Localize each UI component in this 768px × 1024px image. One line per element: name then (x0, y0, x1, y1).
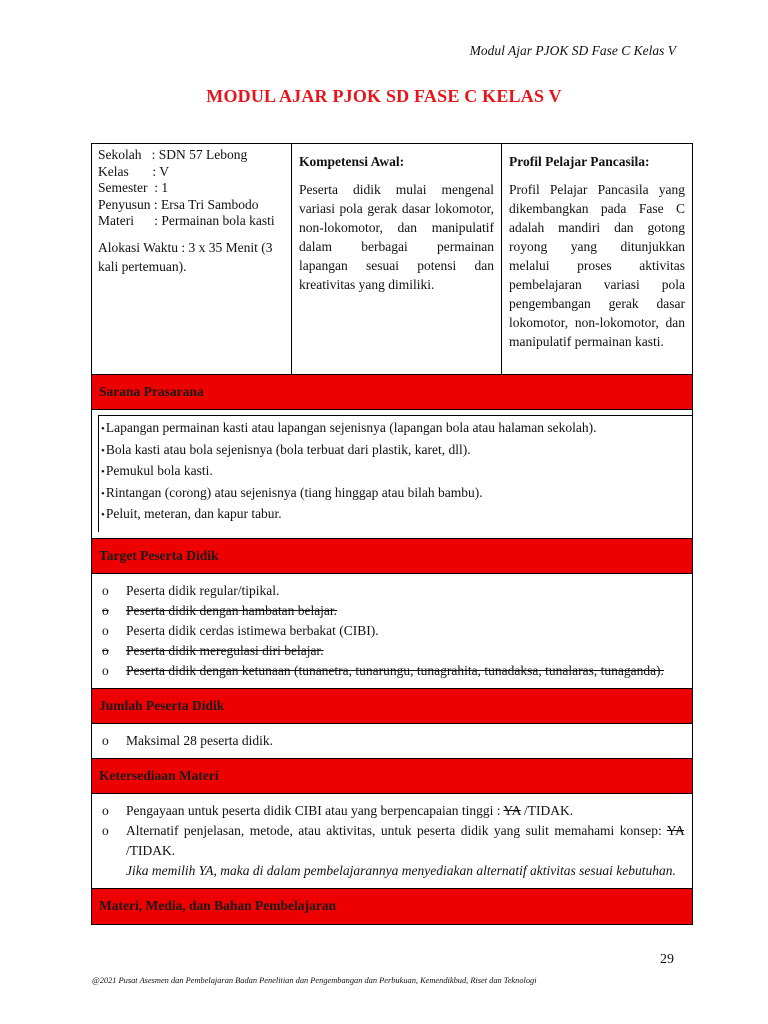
list-item: o Peserta didik regular/tipikal. (102, 581, 684, 601)
competence-cell (292, 144, 502, 374)
footer-copyright: @2021 Pusat Asesmen dan Pembelajaran Badan Penelitian dan Pengembangan dan Perbukuan, Kemendikbud, Riset dan Teknologi (92, 976, 537, 985)
list-item: • Lapangan permainan kasti atau lapangan sejenisnya (lapangan bola atau halaman sekolah). (101, 418, 688, 440)
profile-heading: Profil Pelajar Pancasila: (509, 154, 650, 169)
list-marker: o (102, 622, 109, 638)
list-item: o Peserta didik dengan ketunaan (tunanetra, tunarungu, tunagrahita, tunadaksa, tunalaras, tunaganda). (102, 661, 684, 681)
identity-row (92, 144, 692, 375)
list-marker: o (102, 732, 109, 748)
option-ya: YA (503, 802, 521, 818)
sarana-list (98, 415, 692, 532)
module-table (91, 143, 693, 925)
list-marker: o (102, 822, 109, 838)
option-ya: YA (666, 822, 684, 838)
ketersediaan-section (92, 794, 692, 889)
running-header: Modul Ajar PJOK SD Fase C Kelas V (469, 43, 676, 58)
target-section (92, 574, 692, 689)
list-item: • Rintangan (corong) atau sejenisnya (tiang hinggap atau bilah bambu). (101, 483, 688, 505)
sarana-heading: Sarana Prasarana (92, 375, 692, 410)
class-line: Kelas : V (98, 163, 169, 179)
identity-cell (92, 144, 292, 374)
list-marker: o (102, 582, 109, 598)
competence-heading: Kompetensi Awal: (299, 154, 405, 169)
competence-text: Peserta didik mulai mengenal variasi pola gerak dasar lokomotor, non-lokomotor, dan manipulatif dalam berbagai permainan lapangan sesuai potensi dan kreativitas yang dimiliki. (299, 182, 494, 292)
list-item: o Maksimal 28 peserta didik. (102, 731, 684, 751)
jumlah-heading: Jumlah Peserta Didik (92, 689, 692, 724)
list-marker: o (102, 802, 109, 818)
list-item: o Alternatif penjelasan, metode, atau aktivitas, untuk peserta didik yang sulit memahami konsep: YA /TIDAK. Jika memilih YA, maka di dalam pembelajarannya menyediakan alternatif aktivitas sesuai kebutuhan. (102, 821, 684, 881)
list-item: • Peluit, meteran, dan kapur tabur. (101, 504, 688, 526)
list-item: o Peserta didik cerdas istimewa berbakat (CIBI). (102, 621, 684, 641)
list-item: o Pengayaan untuk peserta didik CIBI atau yang berpencapaian tinggi : YA /TIDAK. (102, 801, 684, 821)
material-line: Materi : Permainan bola kasti (98, 213, 275, 228)
school-line: Sekolah : SDN 57 Lebong (98, 147, 248, 162)
list-item: • Bola kasti atau bola sejenisnya (bola terbuat dari plastik, karet, dll). (101, 440, 688, 462)
list-item: o Peserta didik meregulasi diri belajar. (102, 641, 684, 661)
option-tidak: /TIDAK. (126, 842, 176, 858)
option-tidak: /TIDAK. (520, 802, 574, 818)
page-number: 29 (660, 952, 674, 967)
profile-text: Profil Pelajar Pancasila yang dikembangkan pada Fase C adalah mandiri dan gotong royong yang ditunjukkan melalui proses aktivitas pembelajaran variasi pola pengembangan gerak dasar lokomotor, non-lokomotor, dan manipulatif permainan kasti. (509, 182, 685, 349)
sarana-section (92, 410, 692, 539)
page-title: MODUL AJAR PJOK SD FASE C KELAS V (206, 86, 562, 106)
time-allocation: Alokasi Waktu : 3 x 35 Menit (3 kali pertemuan). (98, 239, 273, 274)
selection-note: Jika memilih YA, maka di dalam pembelajarannya menyediakan alternatif aktivitas sesuai kebutuhan. (126, 862, 676, 878)
list-item: o Peserta didik dengan hambatan belajar. (102, 601, 684, 621)
semester-line: Semester : 1 (98, 180, 169, 195)
materi-media-heading: Materi, Media, dan Bahan Pembelajaran (92, 889, 692, 924)
list-marker: o (102, 642, 109, 658)
profile-cell (502, 144, 692, 374)
list-marker: o (102, 602, 109, 618)
list-marker: o (102, 662, 109, 678)
ketersediaan-heading: Ketersediaan Materi (92, 759, 692, 794)
author-line: Penyusun : Ersa Tri Sambodo (98, 196, 259, 212)
jumlah-section (92, 724, 692, 759)
target-heading: Target Peserta Didik (92, 539, 692, 574)
list-item: • Pemukul bola kasti. (101, 461, 688, 483)
